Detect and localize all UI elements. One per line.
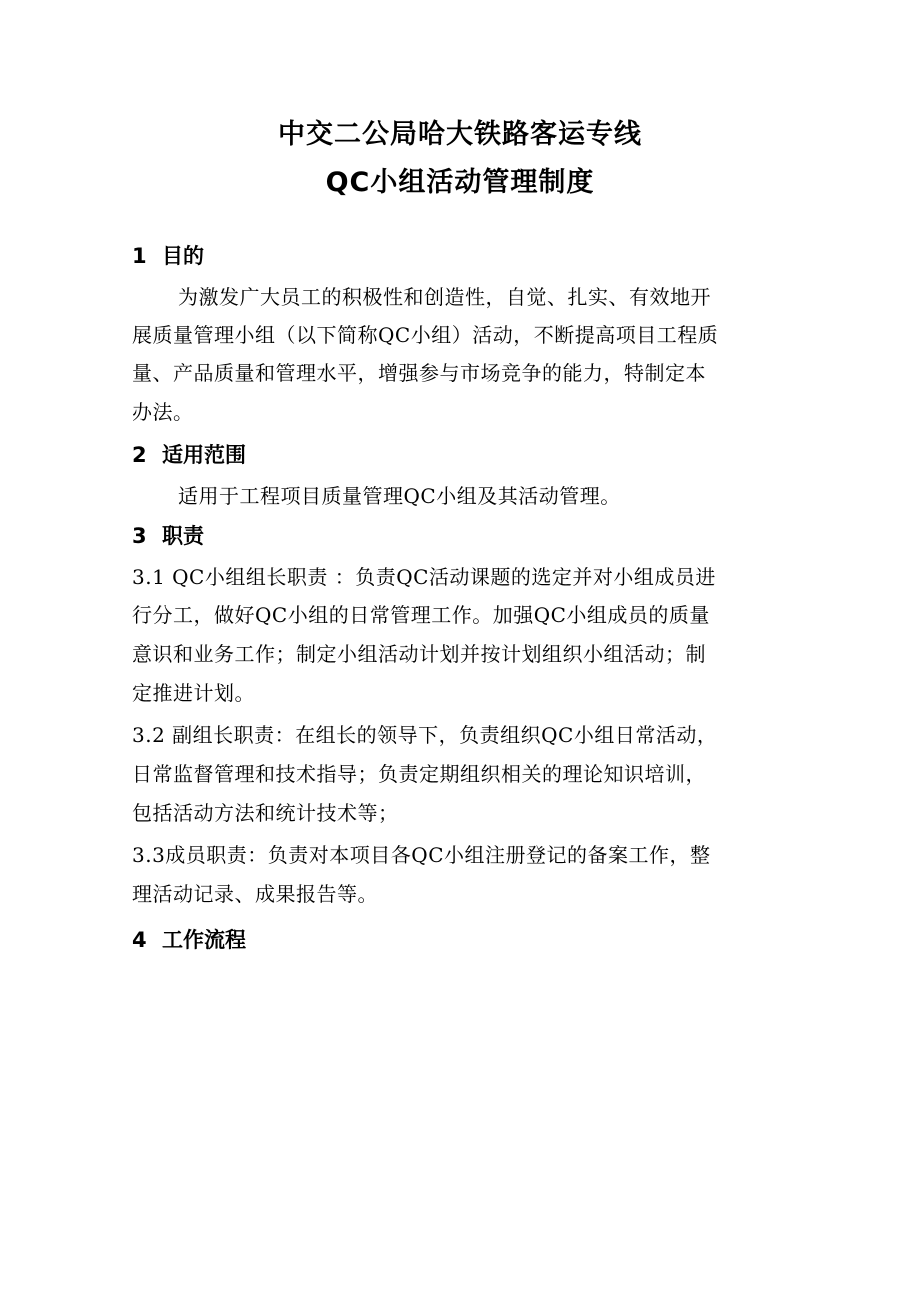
paragraph-line: 定推进计划。 [132,681,255,705]
section-2-heading [132,439,246,469]
paragraph-line: 日常监督管理和技术指导；负责定期组织相关的理论知识培训， [132,762,706,786]
paragraph-line: 适用于工程项目质量管理QC小组及其活动管理。 [178,484,621,508]
section-number: 2 [132,443,147,467]
section-title: 适用范围 [162,443,246,467]
section-3-heading [132,520,204,550]
paragraph-line: 3.1 QC小组组长职责 ：负责QC活动课题的选定并对小组成员进 [132,565,716,589]
paragraph-line: 为激发广大员工的积极性和创造性，自觉、扎实、有效地开 [178,285,711,309]
paragraph-line: 包括活动方法和统计技术等； [132,801,399,825]
section-title: 工作流程 [162,928,246,952]
section-number: 1 [132,244,147,268]
paragraph-line: 3.2 副组长职责：在组长的领导下，负责组织QC小组日常活动， [132,723,718,747]
paragraph-line: 量、产品质量和管理水平，增强参与市场竞争的能力，特制定本 [132,361,706,385]
section-title: 职责 [162,524,204,548]
section-4-heading [132,924,246,954]
paragraph-line: 办法。 [132,400,194,424]
paragraph-line: 行分工，做好QC小组的日常管理工作。加强QC小组成员的质量 [132,603,710,627]
document-title-line1: 中交二公局哈大铁路客运专线 [278,119,642,150]
section-1-heading [132,240,204,270]
paragraph-line: 理活动记录、成果报告等。 [132,882,378,906]
document-title-line2: QC小组活动管理制度 [325,167,595,198]
paragraph-line: 3.3成员职责：负责对本项目各QC小组注册登记的备案工作，整 [132,843,711,867]
paragraph-line: 意识和业务工作；制定小组活动计划并按计划组织小组活动；制 [132,642,706,666]
section-number: 3 [132,524,147,548]
section-number: 4 [132,928,147,952]
section-title: 目的 [162,244,204,268]
paragraph-line: 展质量管理小组（以下简称QC小组）活动，不断提高项目工程质 [132,323,719,347]
